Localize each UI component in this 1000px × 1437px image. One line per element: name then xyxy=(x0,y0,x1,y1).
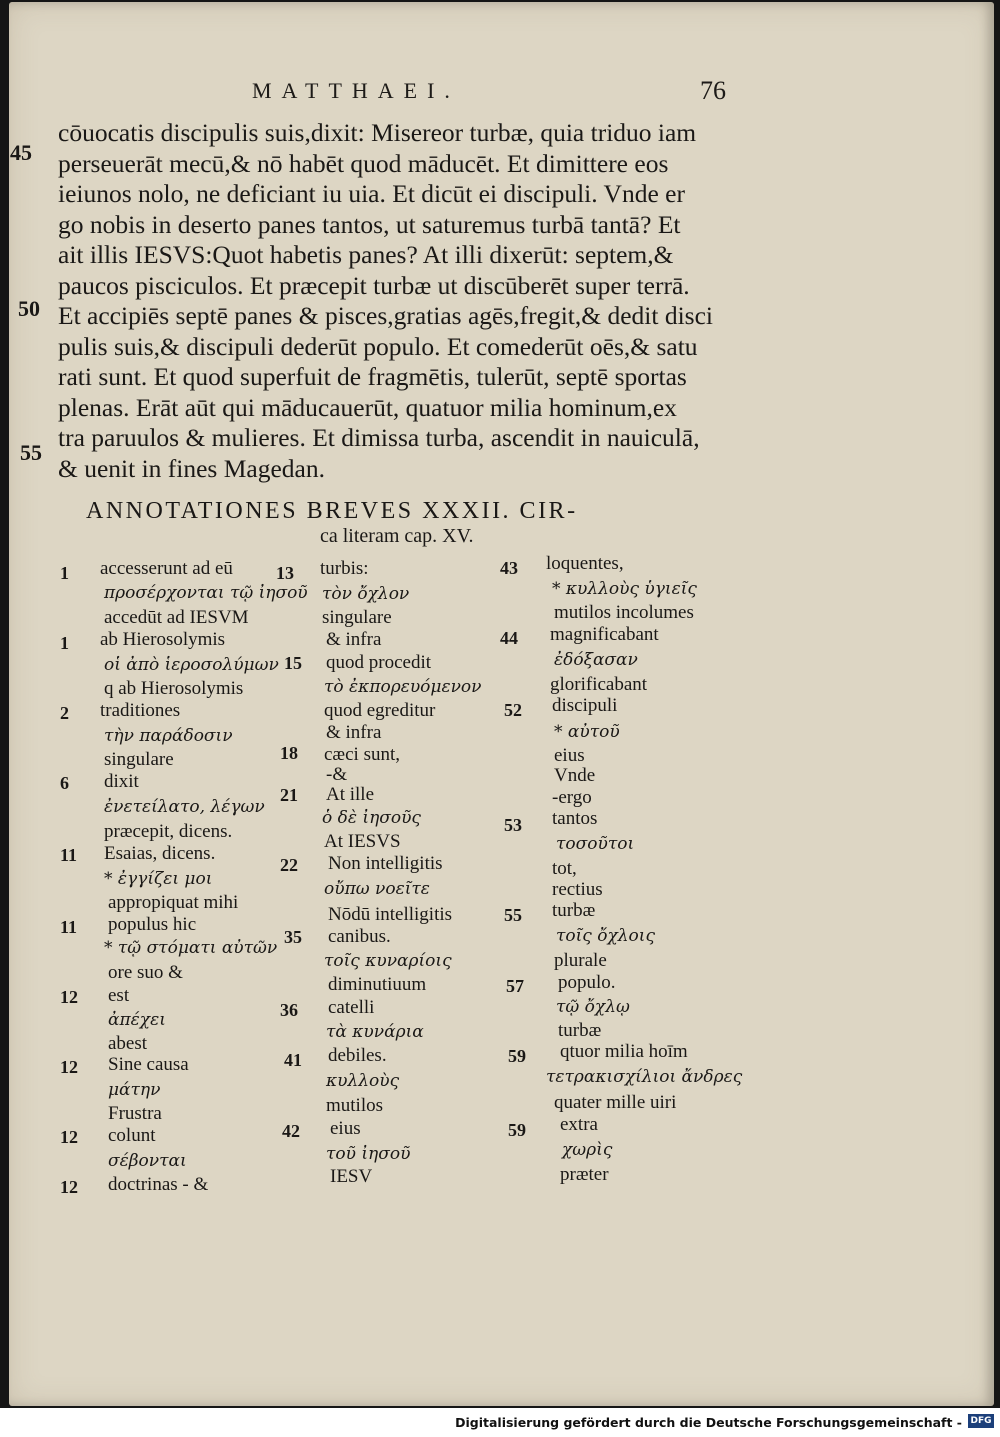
annotation-line: accesserunt ad eū xyxy=(100,558,233,579)
text-line: go nobis in deserto panes tantos, ut saturemus turbā tantā? Et xyxy=(58,209,681,239)
verse-number: 12 xyxy=(60,1177,78,1197)
annotations-title: ANNOTATIONES BREVES XXXII. CIR- xyxy=(86,498,578,524)
annotation-line: appropiquat mihi xyxy=(108,892,239,913)
annotation-greek: τῷ ὄχλῳ xyxy=(556,997,630,1017)
annotation-greek: οἱ ἀπὸ ἱεροσολύμων xyxy=(104,655,279,675)
annotation-line: Frustra xyxy=(108,1103,162,1124)
annotation-line: eius xyxy=(554,745,585,766)
annotation-greek: τοῖς ὄχλοις xyxy=(556,926,655,946)
annotation-greek: * αὐτοῦ xyxy=(554,722,620,742)
annotation-line: Non intelligitis xyxy=(328,853,443,874)
annotation-greek: ἐνετείλατο, λέγων xyxy=(104,797,265,817)
annotation-line: Sine causa xyxy=(108,1054,189,1075)
verse-number: 13 xyxy=(276,563,294,583)
annotation-line: -& xyxy=(326,764,348,785)
verse-number: 15 xyxy=(284,653,302,673)
annotation-greek: * τῷ στόματι αὐτῶν xyxy=(104,938,278,958)
annotation-greek: τὸν ὄχλον xyxy=(322,584,410,604)
annotation-greek: τὰ κυνάρια xyxy=(326,1022,424,1042)
verse-number: 53 xyxy=(504,815,522,835)
verse-number: 44 xyxy=(500,628,518,648)
annotation-line: tot, xyxy=(552,858,577,879)
annotation-greek: ὁ δὲ ἰησοῦς xyxy=(322,808,421,828)
text-line: tra paruulos & mulieres. Et dimissa turba, ascendit in nauiculā, xyxy=(58,423,700,452)
text-line: & uenit in fines Magedan. xyxy=(58,453,325,483)
dfg-logo-icon: DFG xyxy=(968,1414,994,1428)
annotation-line: rectius xyxy=(552,879,603,900)
annotation-line: turbæ xyxy=(558,1020,602,1041)
verse-number: 11 xyxy=(60,845,78,865)
annotation-line: mutilos xyxy=(326,1095,384,1116)
verse-number: 41 xyxy=(284,1050,302,1070)
annotation-line: canibus. xyxy=(328,926,391,947)
annotation-line: & infra xyxy=(326,722,382,743)
annotation-greek: τοῦ ἰησοῦ xyxy=(326,1144,411,1164)
annotation-line: q ab Hierosolymis xyxy=(104,678,244,699)
annotation-greek: τοσοῦτοι xyxy=(556,834,635,854)
verse-number: 35 xyxy=(284,927,302,947)
verse-number: 59 xyxy=(508,1120,526,1140)
annotation-line: qtuor milia hoīm xyxy=(560,1041,688,1062)
annotation-greek: * ἐγγίζει μοι xyxy=(104,869,213,889)
annotation-greek: σέβονται xyxy=(108,1151,187,1171)
annotation-line: turbis: xyxy=(320,558,369,579)
annotation-line: eius xyxy=(330,1118,361,1139)
text-line: plenas. Erāt aūt qui māducauerūt, quatuor milia hominum,ex xyxy=(58,392,677,422)
text-line: ieiunos nolo, ne deficiant iu uia. Et dicūt ei discipuli. Vnde er xyxy=(58,179,685,208)
annotation-line: IESV xyxy=(330,1166,373,1187)
annotation-line: loquentes, xyxy=(546,553,624,574)
annotation-line: ab Hierosolymis xyxy=(100,629,226,650)
annotation-greek: προσέρχονται τῷ ἰησοῦ xyxy=(104,583,308,603)
text-line: perseuerāt mecū,& nō habēt quod māducēt. Et dimittere eos xyxy=(58,148,669,178)
annotation-greek: τοῖς κυναρίοις xyxy=(324,951,452,971)
running-title: MATTHAEI. xyxy=(252,78,460,103)
annotations-subtitle: ca literam cap. XV. xyxy=(320,525,474,547)
annotation-greek: τετρακισχίλιοι ἄνδρες xyxy=(546,1067,743,1087)
verse-number: 12 xyxy=(60,1057,78,1077)
verse-number: 12 xyxy=(60,1127,78,1147)
annotation-line: singulare xyxy=(322,607,392,628)
annotation-line: populus hic xyxy=(108,914,197,935)
annotation-line: At IESVS xyxy=(324,831,401,852)
annotation-line: & infra xyxy=(326,629,382,650)
annotation-line: Esaias, dicens. xyxy=(104,843,216,864)
annotation-greek: * κυλλοὺς ὑγιεῖς xyxy=(552,579,697,599)
line-number-45: 45 xyxy=(10,140,32,165)
verse-number: 18 xyxy=(280,743,298,763)
verse-number: 1 xyxy=(60,563,69,583)
verse-number: 43 xyxy=(500,558,518,578)
annotation-greek: ἐδόξασαν xyxy=(554,650,638,670)
annotation-line: est xyxy=(108,985,130,1006)
annotation-line: quod egreditur xyxy=(324,700,436,721)
annotation-line: turbæ xyxy=(552,900,596,921)
annotation-line: magnificabant xyxy=(550,624,659,645)
annotation-greek: οὔπω νοεῖτε xyxy=(324,879,430,899)
verse-number: 11 xyxy=(60,917,78,937)
annotation-line: -ergo xyxy=(552,787,592,808)
annotation-line: singulare xyxy=(104,749,174,770)
verse-number: 22 xyxy=(280,855,298,875)
annotation-line: accedūt ad IESVM xyxy=(104,607,249,628)
annotation-line: plurale xyxy=(554,950,607,971)
annotation-line: quater mille uiri xyxy=(554,1092,677,1113)
annotation-greek: κυλλοὺς xyxy=(326,1071,400,1091)
footer-bar xyxy=(0,1408,1000,1437)
annotation-line: tantos xyxy=(552,808,598,829)
annotation-greek: τὴν παράδοσιν xyxy=(104,726,233,746)
annotation-greek: ἀπέχει xyxy=(108,1010,166,1030)
verse-number: 52 xyxy=(504,700,522,720)
annotation-line: populo. xyxy=(558,972,616,993)
annotation-line: cæci sunt, xyxy=(324,744,400,765)
verse-number: 6 xyxy=(60,773,69,793)
annotation-greek: χωρὶς xyxy=(562,1140,613,1160)
annotation-greek: μάτην xyxy=(108,1080,161,1100)
verse-number: 55 xyxy=(504,905,522,925)
line-number-50: 50 xyxy=(18,296,40,321)
annotation-line: dixit xyxy=(104,771,139,792)
verse-number: 1 xyxy=(60,633,69,653)
annotation-line: Vnde xyxy=(554,765,596,786)
annotation-line: ore suo & xyxy=(108,962,183,983)
verse-number: 57 xyxy=(506,976,524,996)
text-line: paucos pisciculos. Et præcepit turbæ ut discūberēt super terrā. xyxy=(58,270,690,300)
verse-number: 2 xyxy=(60,703,69,723)
verse-number: 12 xyxy=(60,987,78,1007)
page-number: 76 xyxy=(700,76,726,105)
annotation-line: præter xyxy=(560,1164,609,1185)
text-line: cōuocatis discipulis suis,dixit: Misereor turbæ, quia triduo iam xyxy=(58,118,697,147)
annotation-line: catelli xyxy=(328,997,375,1018)
annotation-line: debiles. xyxy=(328,1045,387,1066)
annotation-line: discipuli xyxy=(552,695,618,716)
annotation-line: doctrinas - & xyxy=(108,1174,209,1195)
annotation-line: Nōdū intelligitis xyxy=(328,904,453,925)
annotation-greek: τὸ ἐκπορευόμενον xyxy=(324,677,482,697)
annotation-line: quod procedit xyxy=(326,652,432,673)
verse-number: 42 xyxy=(282,1121,300,1141)
verse-number: 21 xyxy=(280,785,298,805)
verse-number: 36 xyxy=(280,1000,298,1020)
annotation-line: glorificabant xyxy=(550,674,648,695)
line-number-55: 55 xyxy=(20,440,42,465)
annotation-line: At ille xyxy=(326,784,375,805)
main-text-block xyxy=(58,118,748,484)
text-line: pulis suis,& discipuli dederūt populo. Et comederūt oēs,& satu xyxy=(58,331,698,361)
annotation-line: colunt xyxy=(108,1125,156,1146)
footer-credit: Digitalisierung gefördert durch die Deutsche Forschungsgemeinschaft - xyxy=(455,1415,962,1430)
annotation-line: præcepit, dicens. xyxy=(104,821,233,842)
annotation-line: mutilos incolumes xyxy=(554,602,694,623)
annotation-line: abest xyxy=(108,1033,148,1054)
verse-number: 59 xyxy=(508,1046,526,1066)
annotation-line: extra xyxy=(560,1114,598,1135)
text-line: rati sunt. Et quod superfuit de fragmētis, tulerūt, septē sportas xyxy=(58,362,687,391)
annotation-line: diminutiuum xyxy=(328,974,427,995)
text-line: ait illis IESVS:Quot habetis panes? At illi dixerūt: septem,& xyxy=(58,240,674,269)
text-line: Et accipiēs septē panes & pisces,gratias agēs,fregit,& dedit disci xyxy=(58,301,713,330)
annotation-line: traditiones xyxy=(100,700,181,721)
